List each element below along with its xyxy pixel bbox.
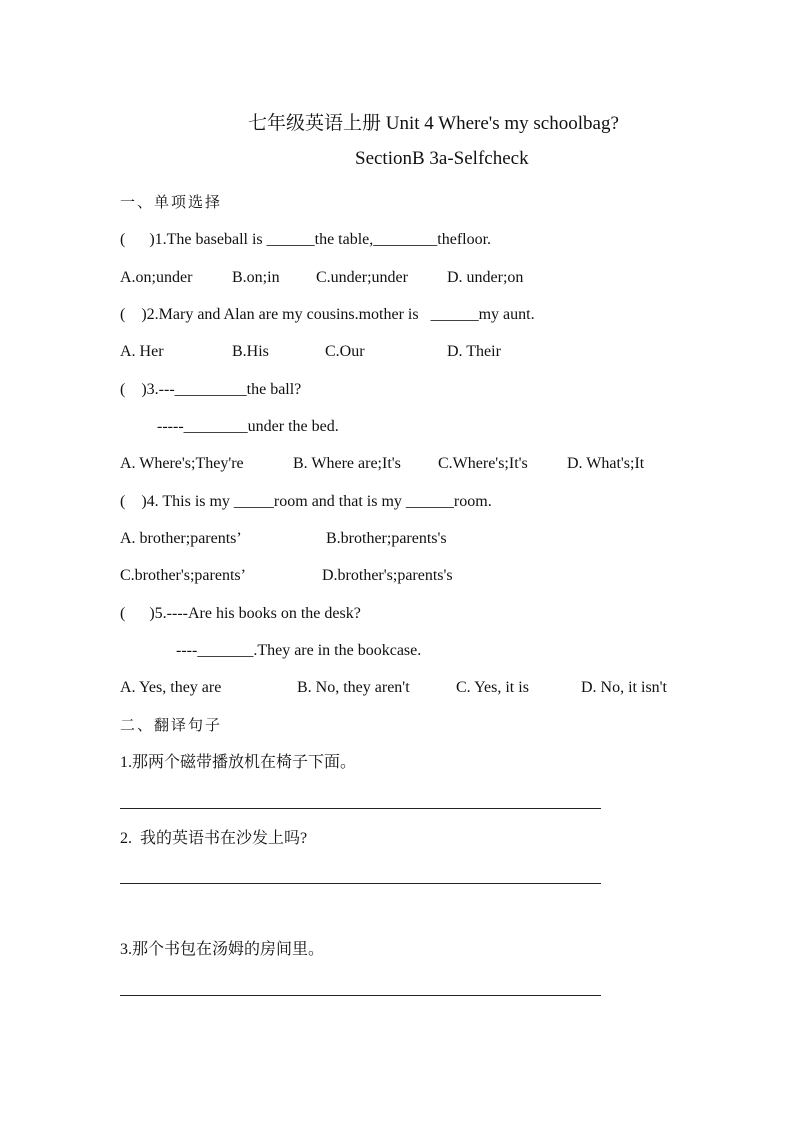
question-4-option-d: D.brother's;parents's bbox=[322, 567, 453, 584]
question-1-option-b: B.on;in bbox=[232, 269, 280, 286]
translation-item-3: 3.那个书包在汤姆的房间里。 bbox=[120, 941, 325, 958]
question-5-stem-answer: ----_______.They are in the bookcase. bbox=[176, 642, 422, 659]
question-2-option-d: D. Their bbox=[447, 343, 501, 360]
question-4-option-b: B.brother;parents's bbox=[326, 530, 447, 547]
answer-line-3[interactable] bbox=[120, 995, 601, 996]
question-2-option-c: C.Our bbox=[325, 343, 365, 360]
question-5-stem: ( )5.----Are his books on the desk? bbox=[120, 605, 361, 622]
question-3-option-c: C.Where's;It's bbox=[438, 455, 528, 472]
worksheet-title: 七年级英语上册 Unit 4 Where's my schoolbag? bbox=[248, 113, 619, 134]
question-4-stem: ( )4. This is my _____room and that is my ______room. bbox=[120, 493, 492, 510]
translation-item-2: 2. 我的英语书在沙发上吗? bbox=[120, 830, 308, 847]
question-4-option-a: A. brother;parents’ bbox=[120, 530, 242, 547]
question-1-option-d: D. under;on bbox=[447, 269, 524, 286]
question-5-option-d: D. No, it isn't bbox=[581, 679, 667, 696]
question-3-option-a: A. Where's;They're bbox=[120, 455, 244, 472]
question-3-option-d: D. What's;It bbox=[567, 455, 645, 472]
section-heading-translation: 二、翻译句子 bbox=[120, 716, 223, 734]
question-1-option-c: C.under;under bbox=[316, 269, 408, 286]
question-3-stem-answer: -----________under the bed. bbox=[157, 418, 339, 435]
question-3-option-b: B. Where are;It's bbox=[293, 455, 401, 472]
question-1-option-a: A.on;under bbox=[120, 269, 193, 286]
worksheet-subtitle: SectionB 3a-Selfcheck bbox=[355, 148, 529, 169]
question-2-option-b: B.His bbox=[232, 343, 269, 360]
question-2-stem: ( )2.Mary and Alan are my cousins.mother is ______my aunt. bbox=[120, 306, 535, 323]
question-1-stem: ( )1.The baseball is ______the table,________thefloor. bbox=[120, 231, 492, 248]
question-5-option-c: C. Yes, it is bbox=[456, 679, 529, 696]
question-5-option-b: B. No, they aren't bbox=[297, 679, 410, 696]
question-4-option-c: C.brother's;parents’ bbox=[120, 567, 246, 584]
question-2-option-a: A. Her bbox=[120, 343, 164, 360]
translation-item-1: 1.那两个磁带播放机在椅子下面。 bbox=[120, 754, 357, 771]
section-heading-multiple-choice: 一、单项选择 bbox=[120, 193, 223, 211]
answer-line-2[interactable] bbox=[120, 883, 601, 884]
question-3-stem: ( )3.---_________the ball? bbox=[120, 381, 302, 398]
question-5-option-a: A. Yes, they are bbox=[120, 679, 222, 696]
answer-line-1[interactable] bbox=[120, 808, 601, 809]
